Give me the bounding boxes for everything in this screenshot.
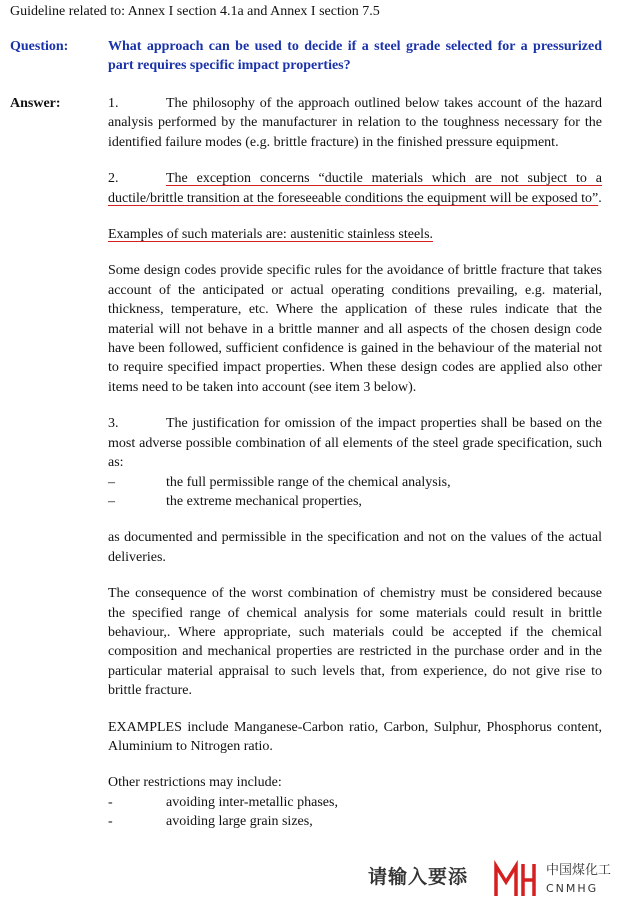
list-dash: – bbox=[108, 474, 115, 490]
underlined-examples-text: Examples of such materials are: austenitic stainless steels. bbox=[108, 227, 434, 243]
list-item-text: the full permissible range of the chemical analysis, bbox=[166, 474, 451, 490]
question-text: What approach can be used to decide if a steel grade selected for a pressurized part requires specific impact properties? bbox=[108, 39, 602, 74]
list-item-text: avoiding inter-metallic phases, bbox=[166, 794, 338, 810]
other-restrictions-heading: Other restrictions may include: bbox=[108, 775, 282, 791]
examples-materials-line bbox=[108, 225, 602, 244]
list-item-text: the extreme mechanical properties, bbox=[166, 493, 362, 509]
list-item bbox=[108, 492, 602, 511]
watermark bbox=[368, 860, 620, 902]
documented-paragraph: as documented and permissible in the specification and not on the values of the actual deliveries. bbox=[108, 530, 602, 565]
list-dash: – bbox=[108, 493, 115, 509]
list-item bbox=[108, 812, 602, 831]
paragraph-tail: . bbox=[598, 190, 602, 206]
examples-chemistry-paragraph: EXAMPLES include Manganese-Carbon ratio, Carbon, Sulphur, Phosphorus content, Aluminium to Nitrogen ratio. bbox=[108, 719, 602, 754]
answer-paragraph-3 bbox=[108, 414, 602, 511]
answer-paragraph-2 bbox=[108, 169, 602, 208]
brand-logo-icon bbox=[493, 860, 537, 900]
list-dash: - bbox=[108, 814, 113, 830]
underlined-exception-text: The exception concerns “ductile materials which are not subject to a ductile/brittle transition at the foreseeable conditions the equipment will be exposed to” bbox=[108, 171, 602, 206]
design-codes-paragraph: Some design codes provide specific rules for the avoidance of brittle fracture that takes account of the anticipated or actual operating conditions prevailing, e.g. material, thickness, temperature, etc. Where the application of these rules indicate that the material will not behave in a brittle manner and all aspects of the chosen design code have been followed, sufficient confidence is gained in the behaviour of the material not to require specified impact properties. When these design codes are applied also other items need to be taken into account (see item 3 below). bbox=[108, 263, 602, 395]
list-item-text: avoiding large grain sizes, bbox=[166, 814, 313, 830]
paragraph-number: 2. bbox=[108, 171, 119, 187]
answer-body bbox=[108, 94, 602, 849]
answer-label: Answer: bbox=[10, 96, 61, 111]
watermark-brand-en: CNMHG bbox=[546, 882, 599, 895]
watermark-search-text: 请输入要添 bbox=[368, 866, 469, 888]
paragraph-number: 1. bbox=[108, 96, 119, 111]
paragraph-number: 3. bbox=[108, 416, 119, 432]
answer-paragraph-1 bbox=[108, 94, 602, 152]
guideline-header: Guideline related to: Annex I section 4.1a and Annex I section 7.5 bbox=[10, 4, 380, 19]
watermark-brand-cn: 中国煤化工 bbox=[546, 863, 612, 878]
list-item bbox=[108, 793, 602, 812]
paragraph-text: The justification for omission of the impact properties shall be based on the most adverse possible combination of all elements of the steel grade specification, such as: bbox=[108, 416, 602, 471]
paragraph-text: The philosophy of the approach outlined below takes account of the hazard analysis performed by the manufacturer in relation to the toughness necessary for the identified failure modes (e.g. brittle fracture) in the finished pressure equipment. bbox=[108, 96, 602, 150]
list-item bbox=[108, 473, 602, 492]
question-label: Question: bbox=[10, 39, 69, 54]
consequence-paragraph: The consequence of the worst combination of chemistry must be considered because the specified range of chemical analysis for some materials could result in brittle behaviour,. Where appropriate, such materials could be accepted if the chemical composition and mechanical properties are restricted in the purchase order and in the particular material appraisal to such levels that, from experience, do not give rise to brittle fracture. bbox=[108, 586, 602, 699]
list-dash: - bbox=[108, 794, 113, 810]
other-restrictions bbox=[108, 773, 602, 831]
